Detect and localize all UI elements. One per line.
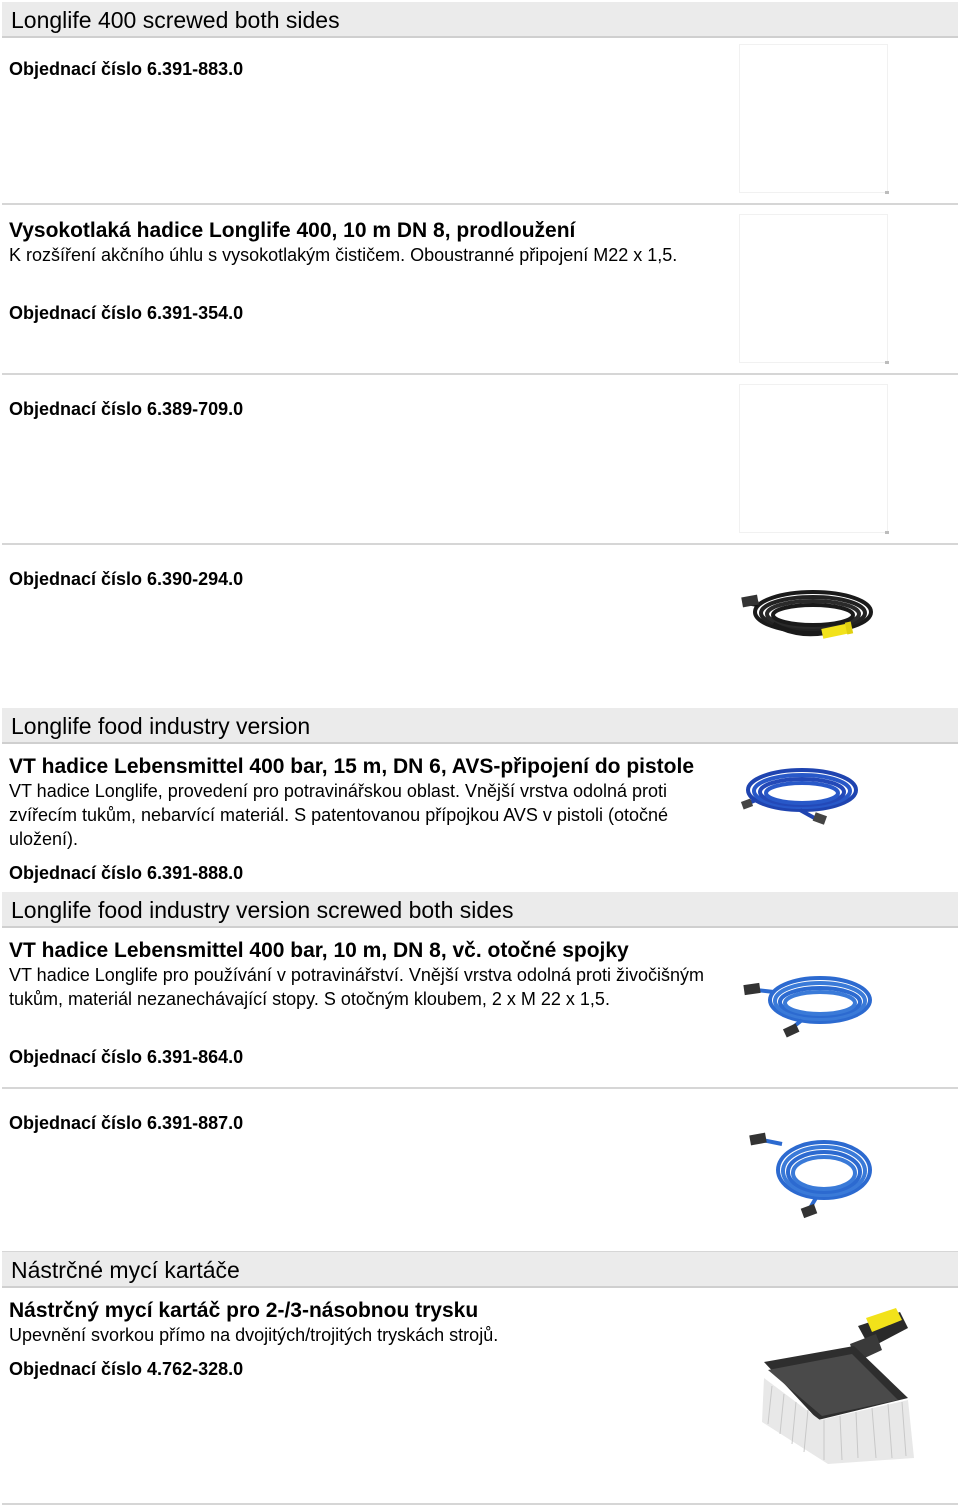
order-number: Objednací číslo 6.391-354.0 (9, 303, 244, 323)
product-separator (2, 543, 958, 545)
order-number: Objednací číslo 6.391-883.0 (9, 59, 244, 79)
product-separator (2, 1087, 958, 1089)
washing-brush-image (758, 1304, 918, 1470)
blue-hose-avs-image (740, 764, 865, 828)
order-number: Objednací číslo 6.391-888.0 (9, 863, 244, 883)
blue-hose-image (742, 966, 877, 1046)
order-number: Objednací číslo 6.391-887.0 (9, 1113, 244, 1133)
section-header-food-industry-screwed (2, 892, 958, 928)
image-placeholder (739, 384, 888, 533)
product-title: Nástrčný mycí kartáč pro 2-/3-násobnou trysku (9, 1299, 479, 1322)
product-separator (2, 203, 958, 205)
section-title: Longlife food industry version screwed both sides (11, 897, 514, 923)
product-description: VT hadice Longlife pro používání v potravinářství. Vnější vrstva odolná proti živočišným tukům, materiál nezanechávající stopy. S otočným kloubem, 2 x M 22 x 1,5. (9, 965, 705, 1009)
product-title: VT hadice Lebensmittel 400 bar, 10 m, DN 8, vč. otočné spojky (9, 939, 629, 962)
order-number: Objednací číslo 6.390-294.0 (9, 569, 244, 589)
order-number: Objednací číslo 4.762-328.0 (9, 1359, 244, 1379)
order-number: Objednací číslo 6.391-864.0 (9, 1047, 244, 1067)
section-header-food-industry (2, 708, 958, 744)
blue-hose-image (746, 1128, 876, 1220)
image-placeholder (739, 214, 888, 363)
product-title: VT hadice Lebensmittel 400 bar, 15 m, DN 6, AVS-připojení do pistole (9, 755, 695, 778)
section-header-brushes (2, 1252, 958, 1288)
order-number: Objednací číslo 6.389-709.0 (9, 399, 244, 419)
product-description: K rozšíření akčního úhlu s vysokotlakým čističem. Oboustranné připojení M22 x 1,5. (9, 245, 678, 265)
product-separator (2, 373, 958, 375)
black-hose-image (738, 582, 878, 652)
section-header-longlife-400 (2, 2, 958, 38)
product-separator (2, 1503, 958, 1505)
product-description: VT hadice Longlife, provedení pro potravinářskou oblast. Vnější vrstva odolná proti zvířecím tukům, nebarvící materiál. S patentovanou přípojkou AVS v pistoli (otočné uložení). (9, 781, 668, 849)
image-placeholder (739, 44, 888, 193)
product-title: Vysokotlaká hadice Longlife 400, 10 m DN 8, prodloužení (9, 219, 576, 242)
section-title: Longlife 400 screwed both sides (11, 7, 340, 33)
section-title: Longlife food industry version (11, 713, 311, 739)
section-title: Nástrčné mycí kartáče (11, 1257, 240, 1283)
product-description: Upevnění svorkou přímo na dvojitých/trojitých tryskách strojů. (9, 1325, 499, 1345)
